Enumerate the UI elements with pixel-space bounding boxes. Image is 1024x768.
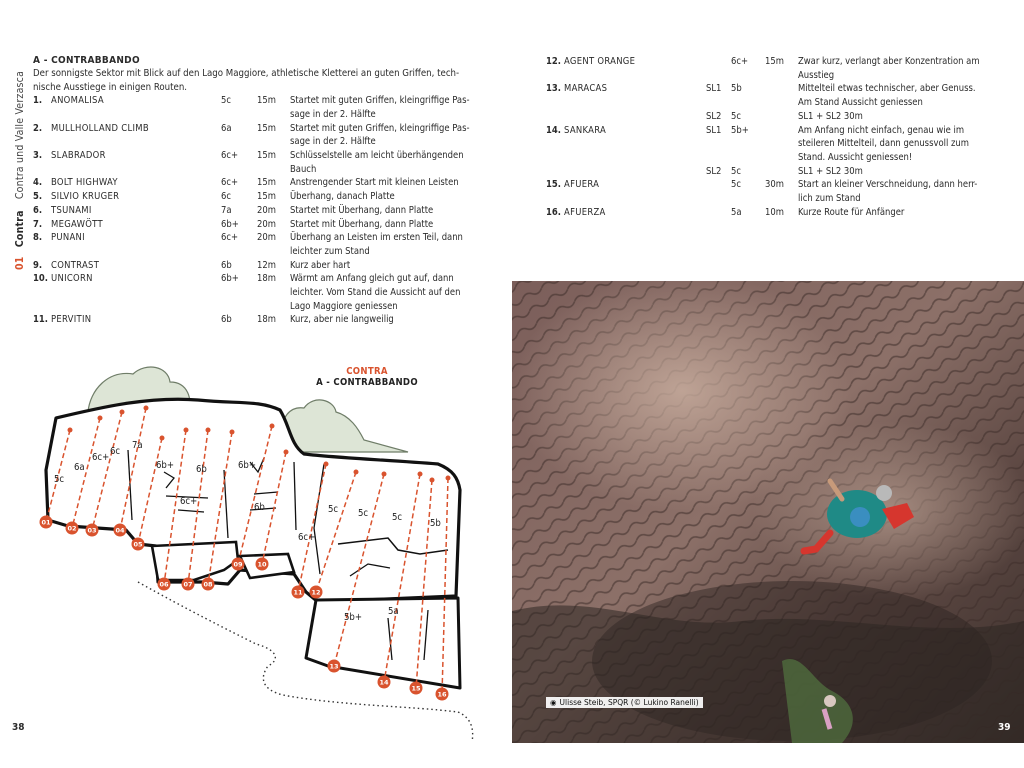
route-name: AFUERZA	[564, 206, 606, 218]
route-description: Start an kleiner Verschneidung, dann herr-lich zum Stand	[798, 179, 978, 205]
route-description: Startet mit guten Griffen, kleingriffige Pas-sage in der 2. Hälfte	[290, 122, 470, 148]
route-row	[546, 55, 988, 82]
route-description: Am Anfang nicht einfach, genau wie im steileren Mittelteil, dann genussvoll zum Stand. Aussicht geniessen!	[798, 124, 969, 163]
route-description: Kurz aber hart	[290, 259, 351, 271]
route-start-badge	[292, 586, 305, 599]
route-start-badge	[256, 558, 269, 571]
route-grade: 6c+	[221, 177, 239, 189]
route-row	[33, 176, 480, 190]
route-grade: 6c+	[221, 232, 239, 244]
route-pitch: SL1	[706, 83, 722, 95]
route-row	[33, 94, 480, 121]
route-row	[546, 82, 988, 109]
route-grade: 6a	[221, 122, 232, 134]
route-description: Überhang an Leisten im ersten Teil, dann leichter zum Stand	[290, 232, 463, 257]
route-number: 5.	[33, 191, 43, 203]
route-start-badge	[232, 558, 245, 571]
anchor-dot	[120, 410, 125, 415]
route-number: 4.	[33, 177, 43, 189]
route-grade-label: 6a	[74, 462, 85, 473]
photo-credit-text: Ulisse Steib, SPQR (© Lukino Ranelli)	[559, 698, 699, 707]
route-description: Schlüsselstelle am leicht überhängenden Bauch	[290, 150, 464, 175]
route-number: 2.	[33, 122, 43, 134]
anchor-dot	[98, 416, 103, 421]
route-row	[546, 110, 988, 124]
route-row	[33, 231, 480, 258]
route-start-number: 05	[133, 540, 143, 549]
route-row	[33, 218, 480, 232]
anchor-dot	[284, 450, 289, 455]
anchor-dot	[446, 476, 451, 481]
route-name	[564, 110, 706, 124]
route-row	[546, 178, 988, 205]
route-length: 18m	[257, 314, 276, 326]
route-description: Wärmt am Anfang gleich gut auf, dann leichter. Vom Stand die Aussicht auf den Lago Maggiore geniessen	[290, 273, 461, 312]
route-grade: 5b	[731, 83, 742, 95]
route-description: Anstrengender Start mit kleinen Leisten	[290, 177, 459, 189]
route-start-number: 01	[41, 518, 51, 527]
route-length: 15m	[257, 122, 276, 134]
route-name: TSUNAMI	[51, 204, 92, 216]
route-grade: 5c	[221, 95, 232, 107]
route-grade: 7a	[221, 204, 232, 216]
route-start-badge	[310, 586, 323, 599]
route-number: 9.	[33, 259, 43, 271]
route-start-number: 04	[115, 526, 125, 535]
route-grade-label: 5b+	[344, 612, 363, 623]
route-grade: 6b+	[221, 218, 239, 230]
route-number: 8.	[33, 232, 43, 244]
route-length: 12m	[257, 259, 276, 271]
route-pitch	[706, 55, 731, 82]
route-name: SILVIO KRUGER	[51, 191, 120, 203]
route-row	[33, 272, 480, 313]
chapter-spine	[0, 30, 28, 270]
route-pitch	[706, 178, 731, 205]
route-row	[33, 204, 480, 218]
route-name: UNICORN	[51, 273, 93, 285]
route-length: 30m	[765, 179, 784, 191]
route-description: Überhang, danach Platte	[290, 191, 395, 203]
route-grade-label: 5c	[54, 474, 65, 485]
route-grade-label: 6c+	[180, 496, 198, 507]
route-start-number: 14	[379, 678, 389, 687]
route-start-number: 06	[159, 580, 169, 589]
anchor-dot	[382, 472, 387, 477]
camera-icon: ◉	[550, 698, 557, 707]
anchor-dot	[160, 436, 165, 441]
page-number-right: 39	[998, 722, 1011, 733]
route-start-badge	[114, 524, 127, 537]
route-pitch: SL2	[706, 165, 722, 177]
route-start-number: 07	[183, 580, 193, 589]
route-grade-label: 6c+	[298, 532, 316, 543]
route-start-badge	[66, 522, 79, 535]
route-number: 15.	[546, 179, 561, 191]
route-grade: 6c	[221, 191, 232, 203]
route-start-badge	[158, 578, 171, 591]
anchor-dot	[430, 478, 435, 483]
route-name: BOLT HIGHWAY	[51, 177, 118, 189]
route-length	[765, 110, 798, 124]
route-grade-label: 6b	[196, 464, 207, 475]
route-grade-label: 5b	[430, 518, 441, 529]
route-grade: 6b+	[221, 273, 239, 285]
sector-description: Der sonnigste Sektor mit Blick auf den Lago Maggiore, athletische Kletterei an guten Griffen, tech-nische Ausstiege in einigen Routen.	[33, 68, 460, 93]
spine-label	[14, 71, 26, 270]
route-pitch: SL1	[706, 124, 722, 136]
route-name: SLABRADOR	[51, 150, 106, 161]
topo-sector: A - CONTRABBANDO	[316, 377, 418, 388]
route-row	[546, 206, 988, 220]
route-grade: 5c	[731, 165, 742, 177]
route-start-badge	[328, 660, 341, 673]
route-name: PERVITIN	[51, 314, 92, 326]
route-length: 15m	[257, 150, 276, 161]
route-number: 6.	[33, 204, 43, 216]
route-grade: 5b+	[731, 124, 749, 136]
route-length: 18m	[257, 273, 276, 285]
route-length: 10m	[765, 206, 784, 218]
anchor-dot	[206, 428, 211, 433]
route-name: PUNANI	[51, 232, 85, 244]
bush-shape	[282, 400, 408, 452]
route-description: Zwar kurz, verlangt aber Konzentration am Ausstieg	[798, 56, 980, 81]
route-grade-label: 5c	[392, 512, 403, 523]
chapter-number: 01	[14, 256, 26, 270]
anchor-dot	[144, 406, 149, 411]
route-grade-label: 5a	[388, 606, 399, 617]
route-start-number: 16	[437, 690, 447, 699]
page-number-left: 38	[12, 722, 25, 733]
route-length: 15m	[257, 177, 276, 189]
route-name: AFUERA	[564, 179, 600, 191]
anchor-dot	[324, 462, 329, 467]
route-row	[546, 124, 988, 165]
chapter-region: Contra und Valle Verzasca	[14, 70, 26, 200]
route-number: 16.	[546, 206, 561, 218]
route-start-number: 09	[233, 560, 243, 569]
route-number: 11.	[33, 314, 48, 326]
route-number	[546, 165, 564, 179]
topo-area: CONTRA	[346, 366, 388, 377]
photo-credit	[546, 697, 703, 708]
route-description: Startet mit Überhang, dann Platte	[290, 204, 434, 216]
route-grade-label: 6c	[110, 446, 121, 457]
right-column	[546, 55, 996, 219]
route-start-number: 12	[311, 588, 321, 597]
anchor-dot	[68, 428, 73, 433]
route-length: 15m	[765, 56, 784, 67]
route-number: 3.	[33, 150, 43, 161]
route-name: MULLHOLLAND CLIMB	[51, 122, 149, 134]
route-grade: 5a	[731, 206, 742, 218]
route-grade: 6b	[221, 259, 232, 271]
chapter-section: Contra	[14, 210, 26, 248]
route-grade: 6c+	[731, 56, 749, 67]
route-length: 20m	[257, 218, 276, 230]
route-start-badge	[40, 516, 53, 529]
route-grade-label: 5c	[328, 504, 339, 515]
route-name: MARACAS	[564, 83, 608, 95]
route-start-number: 02	[67, 524, 77, 533]
route-description: SL1 + SL2 30m	[798, 165, 863, 177]
climbing-photo	[512, 281, 1024, 743]
route-row	[33, 313, 480, 327]
route-grade-label: 6b+	[156, 460, 175, 471]
route-row	[33, 259, 480, 273]
route-row	[33, 122, 480, 149]
route-start-number: 10	[257, 560, 267, 569]
route-table-left	[33, 94, 480, 327]
route-number: 7.	[33, 218, 43, 230]
route-description: Startet mit guten Griffen, kleingriffige Pas-sage in der 2. Hälfte	[290, 95, 470, 120]
route-grade: 6b	[221, 314, 232, 326]
route-row	[33, 149, 480, 176]
anchor-dot	[418, 472, 423, 477]
anchor-dot	[184, 428, 189, 433]
route-number	[546, 110, 564, 124]
route-table-right	[546, 55, 988, 219]
route-length: 20m	[257, 232, 276, 244]
route-description: Kurz, aber nie langweilig	[290, 314, 394, 326]
route-row	[546, 165, 988, 179]
route-length	[765, 165, 798, 179]
rock-outline	[306, 598, 460, 688]
route-start-number: 08	[203, 580, 213, 589]
route-start-number: 03	[87, 526, 97, 535]
route-number: 13.	[546, 83, 561, 95]
route-name: AGENT ORANGE	[564, 56, 636, 67]
route-start-number: 11	[293, 588, 303, 597]
route-start-number: 15	[411, 684, 421, 693]
route-number: 1.	[33, 95, 43, 107]
route-description: SL1 + SL2 30m	[798, 110, 863, 122]
route-grade: 5c	[731, 110, 742, 122]
route-name	[564, 165, 706, 179]
route-length: 15m	[257, 191, 276, 203]
route-length	[765, 82, 798, 109]
route-start-badge	[86, 524, 99, 537]
route-grade-label: 6b	[254, 502, 265, 513]
route-pitch: SL2	[706, 110, 722, 122]
route-start-badge	[132, 538, 145, 551]
route-number: 14.	[546, 124, 561, 136]
anchor-dot	[354, 470, 359, 475]
anchor-dot	[230, 430, 235, 435]
route-length	[765, 124, 798, 165]
route-start-badge	[378, 676, 391, 689]
route-grade-label: 5c	[358, 508, 369, 519]
route-start-badge	[202, 578, 215, 591]
route-row	[33, 190, 480, 204]
route-description: Startet mit Überhang, dann Platte	[290, 218, 434, 230]
route-name: CONTRAST	[51, 259, 100, 271]
route-start-badge	[436, 688, 449, 701]
route-number: 12.	[546, 56, 561, 67]
route-grade: 5c	[731, 179, 742, 191]
route-grade: 6c+	[221, 150, 239, 161]
route-name: ANOMALISA	[51, 95, 104, 107]
route-start-number: 13	[329, 662, 339, 671]
route-length: 20m	[257, 204, 276, 216]
sector-title: A - CONTRABBANDO	[33, 55, 140, 66]
route-number: 10.	[33, 273, 48, 285]
route-name: SANKARA	[564, 124, 607, 136]
left-column	[33, 55, 483, 327]
route-description: Mittelteil etwas technischer, aber Genuss. Am Stand Aussicht geniessen	[798, 83, 976, 109]
anchor-dot	[270, 424, 275, 429]
route-pitch	[706, 206, 731, 220]
route-grade-label: 7a	[132, 440, 143, 451]
route-length: 15m	[257, 95, 276, 107]
route-grade-label: 6c+	[92, 452, 110, 463]
route-start-badge	[410, 682, 423, 695]
route-description: Kurze Route für Anfänger	[798, 206, 905, 218]
route-grade-label: 6b+	[238, 460, 257, 471]
route-name: MEGAWÖTT	[51, 218, 103, 230]
route-start-badge	[182, 578, 195, 591]
topo-diagram	[28, 360, 498, 740]
